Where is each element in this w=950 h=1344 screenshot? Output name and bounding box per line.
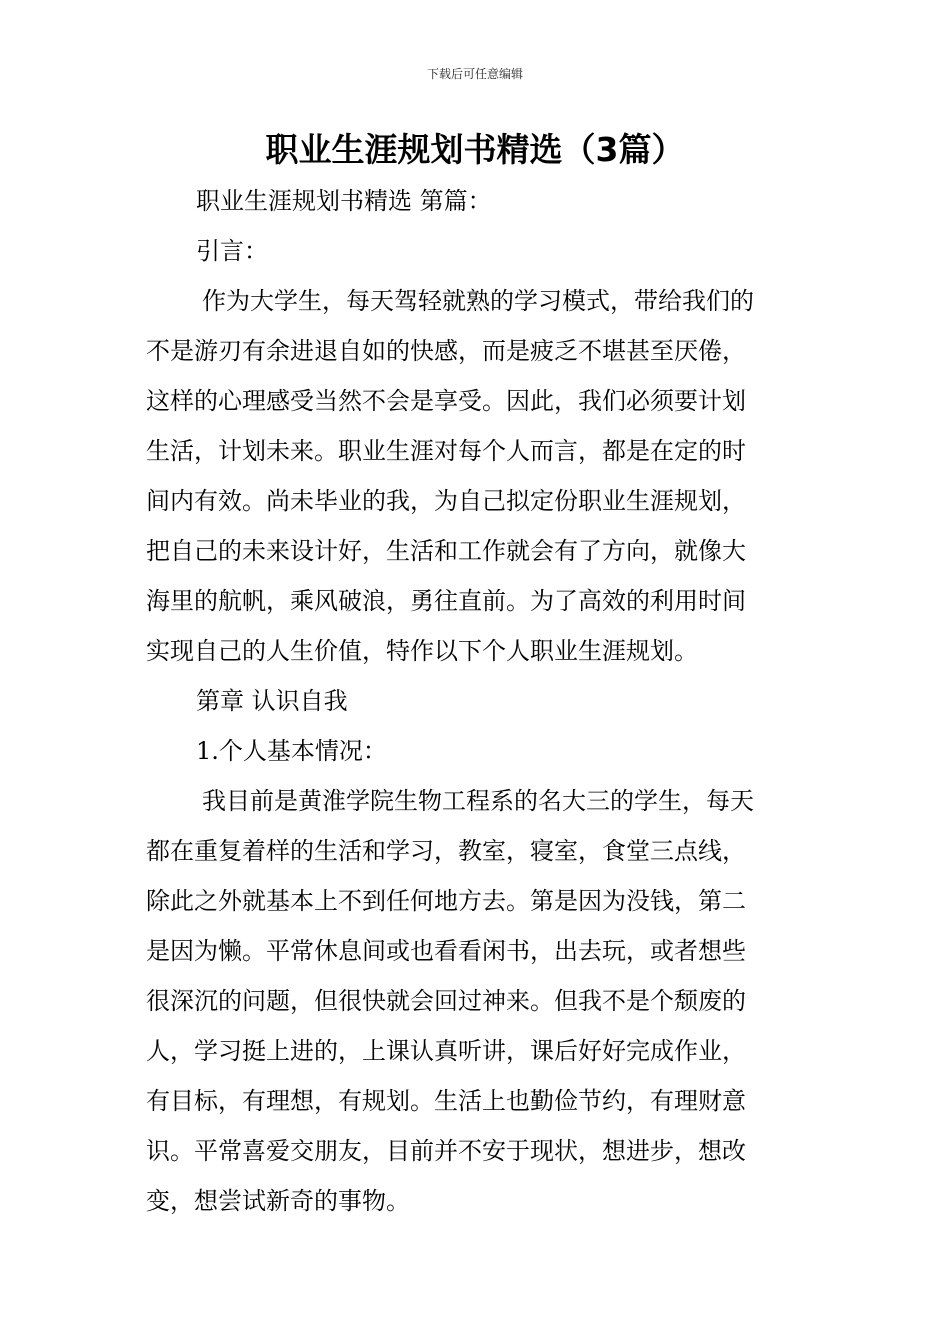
paragraph-line: 变，想尝试新奇的事物。 — [146, 1187, 410, 1215]
paragraph-line: 有目标，有理想，有规划。生活上也勤俭节约，有理财意 — [146, 1087, 746, 1115]
paragraph-line: 除此之外就基本上不到任何地方去。第是因为没钱，第二 — [146, 887, 746, 915]
paragraph-line: 实现自己的人生价值，特作以下个人职业生涯规划。 — [146, 637, 698, 665]
paragraph-line: 这样的心理感受当然不会是享受。因此，我们必须要计划 — [146, 387, 746, 415]
paragraph-line: 作为大学生，每天驾轻就熟的学习模式，带给我们的 — [202, 287, 754, 315]
subsection-heading: 1.个人基本情况： — [196, 737, 387, 765]
document-body — [146, 176, 808, 1226]
paragraph-line: 人，学习挺上进的，上课认真听讲，课后好好完成作业， — [146, 1037, 746, 1065]
paragraph-line: 识。平常喜爱交朋友，目前并不安于现状，想进步，想改 — [146, 1137, 746, 1165]
paragraph-line: 不是游刃有余进退自如的快感，而是疲乏不堪甚至厌倦， — [146, 337, 746, 365]
document-title: 职业生涯规划书精选（3篇） — [265, 130, 685, 169]
paragraph-line: 我目前是黄淮学院生物工程系的名大三的学生，每天 — [202, 787, 754, 815]
paragraph-line: 海里的航帆，乘风破浪，勇往直前。为了高效的利用时间 — [146, 587, 746, 615]
header-note: 下载后可任意编辑 — [426, 67, 523, 81]
paragraph-line: 间内有效。尚未毕业的我，为自己拟定份职业生涯规划， — [146, 487, 746, 515]
paragraph-line: 把自己的未来设计好，生活和工作就会有了方向，就像大 — [146, 537, 746, 565]
paragraph-line: 生活，计划未来。职业生涯对每个人而言，都是在定的时 — [146, 437, 746, 465]
section-heading-intro: 引言： — [196, 237, 268, 265]
chapter-heading: 第章 认识自我 — [196, 687, 348, 715]
paragraph-line: 是因为懒。平常休息间或也看看闲书，出去玩，或者想些 — [146, 937, 746, 965]
subtitle-line: 职业生涯规划书精选 第篇： — [196, 187, 492, 215]
paragraph-line: 都在重复着样的生活和学习，教室，寝室，食堂三点线， — [146, 837, 746, 865]
paragraph-line: 很深沉的问题，但很快就会回过神来。但我不是个颓废的 — [146, 987, 746, 1015]
